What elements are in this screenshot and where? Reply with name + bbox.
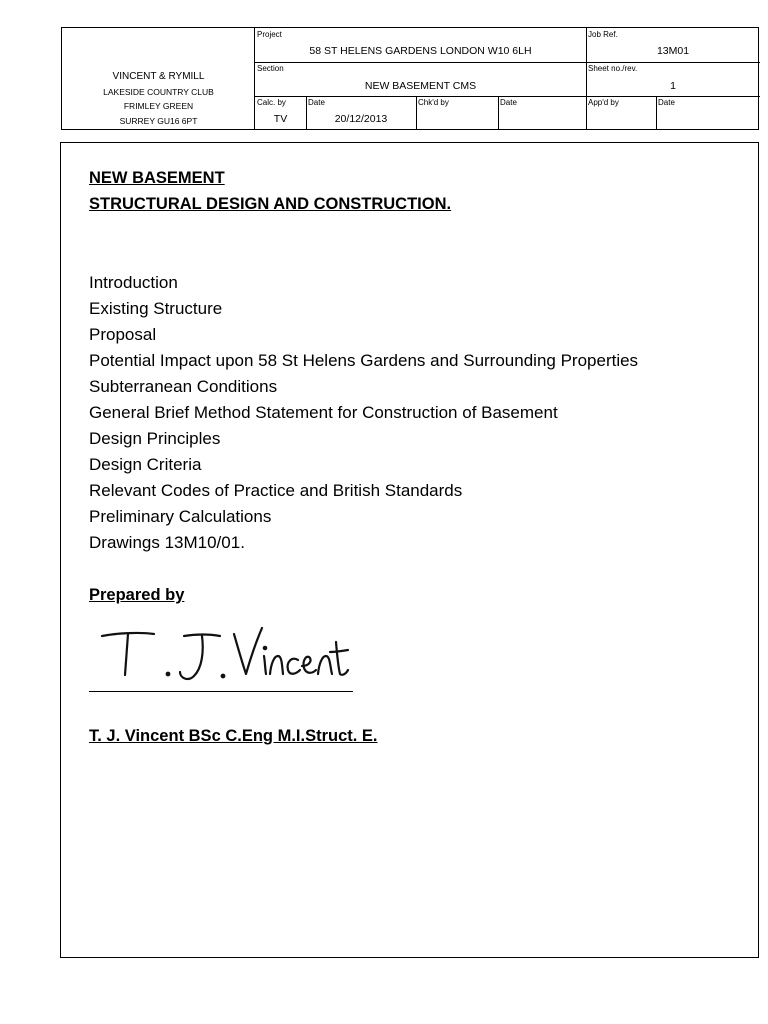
- signature-line: [89, 691, 353, 692]
- date-value: 20/12/2013: [334, 113, 388, 125]
- prepared-by-label: Prepared by: [89, 586, 185, 604]
- approved-by-label: App'd by: [588, 98, 619, 107]
- title-block: [61, 27, 759, 130]
- document-subtitle: STRUCTURAL DESIGN AND CONSTRUCTION.: [89, 195, 452, 213]
- approved-date-label: Date: [658, 98, 675, 107]
- contents-item: Relevant Codes of Practice and British Standards: [89, 481, 463, 500]
- checked-by-cell: [416, 96, 498, 129]
- contents-item: Subterranean Conditions: [89, 377, 278, 396]
- sheet-label: Sheet no./rev.: [588, 64, 638, 73]
- contents-item: General Brief Method Statement for Construction of Basement: [89, 403, 558, 422]
- contents-item: Drawings 13M10/01.: [89, 533, 245, 552]
- firm-name: VINCENT & RYMILL: [112, 71, 205, 82]
- calc-by-cell: [255, 96, 306, 129]
- document-title: NEW BASEMENT: [89, 169, 225, 187]
- contents-item: Preliminary Calculations: [89, 507, 272, 526]
- contents-item: Existing Structure: [89, 299, 223, 318]
- job-ref-label: Job Ref.: [588, 30, 618, 39]
- project-value: 58 ST HELENS GARDENS LONDON W10 6LH: [309, 45, 532, 57]
- checked-date-cell: [498, 96, 586, 129]
- section-value: NEW BASEMENT CMS: [364, 80, 477, 92]
- calc-by-value: TV: [273, 113, 288, 125]
- contents-item: Potential Impact upon 58 St Helens Gardens and Surrounding Properties: [89, 351, 639, 370]
- sheet-value: 1: [670, 80, 676, 92]
- contents-item: Proposal: [89, 325, 157, 344]
- date-cell: [306, 96, 416, 129]
- section-label: Section: [257, 64, 284, 73]
- checked-date-label: Date: [500, 98, 517, 107]
- calc-by-label: Calc. by: [257, 98, 286, 107]
- section-cell: [255, 62, 586, 96]
- firm-address-line: FRIMLEY GREEN: [123, 101, 194, 111]
- job-ref-value: 13M01: [656, 45, 690, 57]
- checked-by-label: Chk'd by: [418, 98, 449, 107]
- signatory-name: T. J. Vincent BSc C.Eng M.I.Struct. E.: [89, 727, 378, 745]
- job-ref-cell: [586, 28, 760, 62]
- approved-by-cell: [586, 96, 656, 129]
- firm-block: [62, 28, 255, 129]
- sheet-cell: [586, 62, 760, 96]
- firm-address-line: SURREY GU16 6PT: [119, 116, 198, 126]
- contents-item: Design Criteria: [89, 455, 202, 474]
- contents-item: Design Principles: [89, 429, 221, 448]
- project-label: Project: [257, 30, 282, 39]
- date-label: Date: [308, 98, 325, 107]
- firm-address-line: LAKESIDE COUNTRY CLUB: [103, 87, 214, 97]
- approved-date-cell: [656, 96, 760, 129]
- project-cell: [255, 28, 586, 62]
- contents-item: Introduction: [89, 273, 178, 292]
- signature-image: [88, 612, 352, 690]
